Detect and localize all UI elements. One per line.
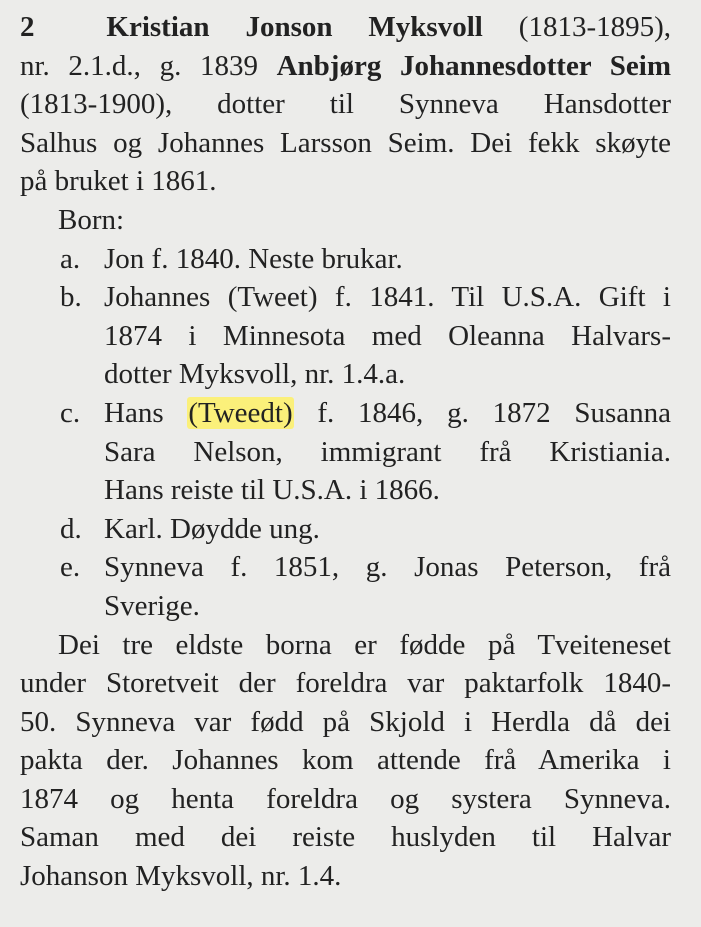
person-dates: (1813-1895), bbox=[518, 11, 672, 43]
child-line: Hans reiste til U.S.A. i 1866. bbox=[104, 474, 440, 507]
list-item bbox=[20, 278, 671, 394]
child-line: dotter Myksvoll, nr. 1.4.a. bbox=[104, 358, 406, 391]
intro-line-3: (1813-1900), dotter til Synneva Hansdotter bbox=[20, 88, 671, 121]
born-label: Born: bbox=[58, 203, 125, 236]
child-line: Jon f. 1840. Neste brukar. bbox=[104, 242, 403, 275]
child-line: Sara Nelson, immigrant frå Kristiania. bbox=[104, 435, 671, 468]
children-list bbox=[20, 240, 671, 626]
child-line: Johannes (Tweet) f. 1841. Til U.S.A. Gift i bbox=[104, 281, 671, 314]
closing-line: Dei tre eldste borna er fødde på Tveiteneset bbox=[58, 628, 671, 661]
intro-line-4: Salhus og Johannes Larsson Seim. Dei fekk skøyte bbox=[20, 126, 671, 159]
list-item bbox=[20, 240, 671, 279]
child-letter: a. bbox=[60, 242, 81, 275]
list-item bbox=[20, 548, 671, 625]
spouse-name: Anbjørg Johannesdotter Seim bbox=[276, 49, 672, 82]
closing-paragraph bbox=[20, 626, 671, 896]
child-line: Karl. Døydde ung. bbox=[104, 512, 320, 545]
intro-line-1 bbox=[20, 8, 671, 47]
closing-line: Johanson Myksvoll, nr. 1.4. bbox=[20, 860, 342, 893]
intro-paragraph bbox=[20, 8, 671, 201]
closing-line: Saman med dei reiste huslyden til Halvar bbox=[20, 821, 671, 854]
child-details: f. 1846, g. 1872 Susanna bbox=[317, 396, 671, 429]
child-line: Sverige. bbox=[104, 589, 200, 622]
child-letter: b. bbox=[60, 281, 82, 314]
child-line: Synneva f. 1851, g. Jonas Peterson, frå bbox=[104, 551, 671, 584]
child-letter: d. bbox=[60, 512, 82, 545]
child-line: 1874 i Minnesota med Oleanna Halvars- bbox=[104, 319, 671, 352]
entry-number: 2 bbox=[20, 11, 35, 43]
list-item bbox=[20, 394, 671, 510]
intro-line-2 bbox=[20, 47, 671, 86]
child-name: Hans bbox=[104, 396, 164, 429]
child-line bbox=[104, 394, 671, 433]
closing-line: pakta der. Johannes kom attende frå Amerika i bbox=[20, 744, 671, 777]
list-item bbox=[20, 510, 671, 549]
marriage-info: nr. 2.1.d., g. 1839 bbox=[20, 49, 258, 82]
highlighted-text: (Tweedt) bbox=[188, 396, 293, 429]
intro-line-5: på bruket i 1861. bbox=[20, 165, 217, 198]
closing-line: under Storetveit der foreldra var paktarfolk 1840- bbox=[20, 667, 671, 700]
child-letter: e. bbox=[60, 551, 81, 584]
closing-line: 1874 og henta foreldra og systera Synneva. bbox=[20, 782, 671, 815]
child-letter: c. bbox=[60, 396, 81, 429]
closing-line: 50. Synneva var fødd på Skjold i Herdla då dei bbox=[20, 705, 671, 738]
person-name: Kristian Jonson Myksvoll bbox=[106, 11, 483, 43]
